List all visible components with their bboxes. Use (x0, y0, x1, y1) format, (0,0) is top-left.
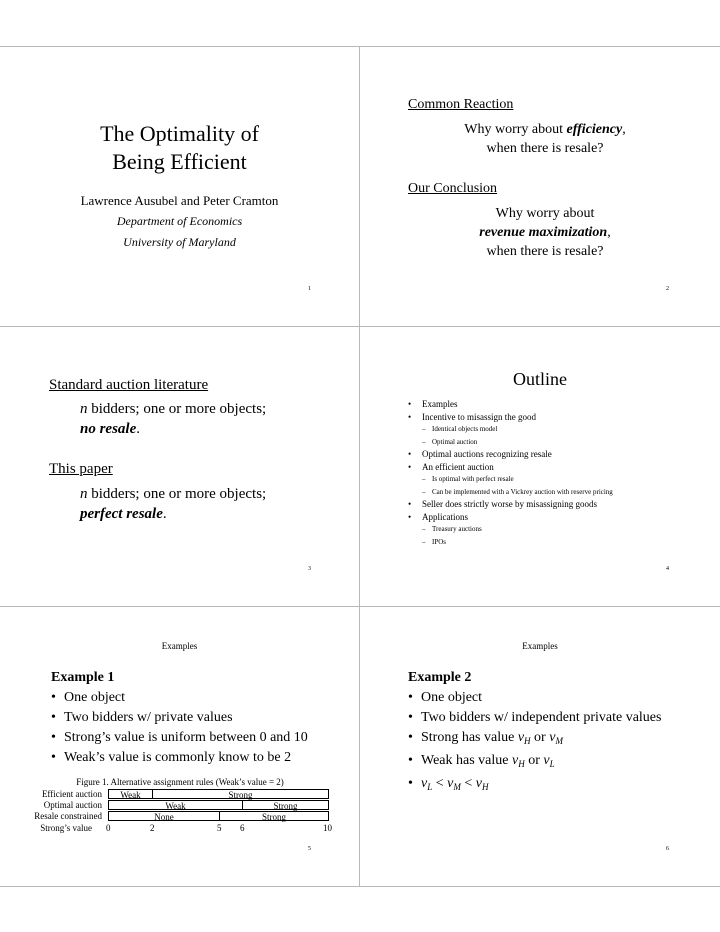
bullet-item: • Strong’s value is uniform between 0 and 10 (51, 728, 351, 748)
bullet-item (408, 728, 708, 751)
emphasis: efficiency (566, 122, 623, 137)
subscript: H (518, 759, 525, 769)
outline-item: • Incentive to misassign the good (408, 411, 708, 424)
emphasis: perfect resale (80, 506, 163, 522)
variable-n: n (80, 401, 88, 417)
axis-tick: 5 (217, 823, 222, 833)
page-number: 1 (308, 286, 311, 292)
slide-divider (0, 606, 720, 607)
bullet-text: or (524, 753, 544, 768)
variable-n: n (80, 486, 88, 502)
bullet-text: or (530, 730, 550, 745)
conclusion-text: Why worry about (495, 206, 595, 221)
page-number: 6 (666, 846, 669, 852)
slide-title: Example 1 (51, 670, 115, 685)
subscript: H (481, 782, 489, 792)
less-than: < (432, 776, 448, 791)
emphasis: no resale (80, 421, 137, 437)
subscript: L (549, 759, 555, 769)
conclusion-text: when there is resale? (486, 244, 604, 259)
authors: Lawrence Ausubel and Peter Cramton (80, 193, 279, 208)
punctuation: . (136, 421, 140, 437)
outline-item: • An efficient auction (408, 461, 708, 474)
bullet-text: Strong has value (421, 730, 518, 745)
var-v: v (549, 730, 556, 745)
var-v: v (421, 776, 428, 791)
outline-subitem: – Optimal auction (408, 436, 708, 449)
outline-subitem: – Can be implemented with a Vickrey auction with reserve pricing (408, 486, 708, 499)
axis-tick: 2 (150, 823, 155, 833)
subscript: M (555, 736, 563, 746)
department: Department of Economics (116, 214, 243, 228)
punctuation: . (162, 506, 167, 522)
bullet-item (408, 774, 708, 797)
subscript: M (453, 782, 461, 792)
figure-caption: Figure 1. Alternative assignment rules (Weak’s value = 2) (76, 777, 284, 787)
outline-item: • Examples (408, 398, 708, 411)
punctuation: , (607, 225, 611, 240)
body-text: bidders; one or more objects; (87, 486, 267, 502)
less-than: < (460, 776, 476, 791)
heading-our-conclusion: Our Conclusion (408, 181, 498, 196)
cell-none: None (108, 811, 220, 821)
emphasis: revenue maximization (479, 225, 608, 240)
row-label: Efficient auction (41, 789, 102, 799)
heading-this-paper: This paper (49, 461, 113, 477)
subscript: L (427, 782, 433, 792)
bullet-item (408, 751, 708, 774)
var-v: v (475, 776, 482, 791)
page-number: 3 (308, 566, 311, 572)
body-text: bidders; one or more objects; (87, 401, 267, 417)
axis-label: Strong’s value (40, 823, 92, 833)
bullet-text: Weak has value (421, 753, 512, 768)
slide-header: Examples (522, 641, 558, 651)
row-label: Resale constrained (34, 811, 102, 821)
var-v: v (543, 753, 550, 768)
bullet-item: • Two bidders w/ private values (51, 708, 351, 728)
axis-tick: 10 (323, 823, 332, 833)
question-text: when there is resale? (486, 141, 604, 156)
outline-list (408, 398, 708, 548)
outline-subitem: – Is optimal with perfect resale (408, 473, 708, 486)
page-number: 2 (666, 286, 669, 292)
axis-tick: 0 (106, 823, 111, 833)
slide-header: Examples (161, 641, 198, 651)
subscript: H (524, 736, 531, 746)
outline-item: • Applications (408, 511, 708, 524)
heading-common-reaction: Common Reaction (408, 97, 514, 112)
example-bullets (51, 688, 351, 768)
bullet-item: • Weak’s value is commonly know to be 2 (51, 748, 351, 768)
slide-divider (0, 326, 720, 327)
punctuation: , (622, 122, 626, 137)
outline-subitem: – IPOs (408, 536, 708, 549)
cell-weak: Weak (108, 800, 243, 810)
cell-strong: Strong (242, 800, 329, 810)
slide-title: Outline (513, 369, 567, 389)
cell-strong: Strong (219, 811, 329, 821)
outline-subitem: – Treasury auctions (408, 523, 708, 536)
page-number: 5 (308, 846, 311, 852)
slide-divider-vertical (359, 46, 360, 886)
page-number: 4 (666, 566, 669, 572)
bullet-item: • One object (408, 688, 708, 708)
question-text: Why worry about (464, 122, 567, 137)
slide-title: The Optimality of (100, 121, 259, 146)
cell-weak: Weak (108, 789, 153, 799)
slide-divider (0, 886, 720, 887)
bullet-item: • Two bidders w/ independent private values (408, 708, 708, 728)
slide-title: Example 2 (408, 670, 472, 685)
slide-title: Being Efficient (112, 149, 247, 174)
bullet-item: • One object (51, 688, 351, 708)
cell-strong: Strong (152, 789, 329, 799)
row-label: Optimal auction (43, 800, 102, 810)
outline-subitem: – Identical objects model (408, 423, 708, 436)
var-v: v (447, 776, 454, 791)
outline-item: • Seller does strictly worse by misassigning goods (408, 498, 708, 511)
example-bullets (408, 688, 708, 797)
outline-item: • Optimal auctions recognizing resale (408, 448, 708, 461)
var-v: v (512, 753, 519, 768)
university: University of Maryland (123, 235, 236, 249)
axis-tick: 6 (240, 823, 245, 833)
slide-divider (0, 46, 720, 47)
var-v: v (517, 730, 525, 745)
heading-standard-literature: Standard auction literature (49, 377, 209, 393)
